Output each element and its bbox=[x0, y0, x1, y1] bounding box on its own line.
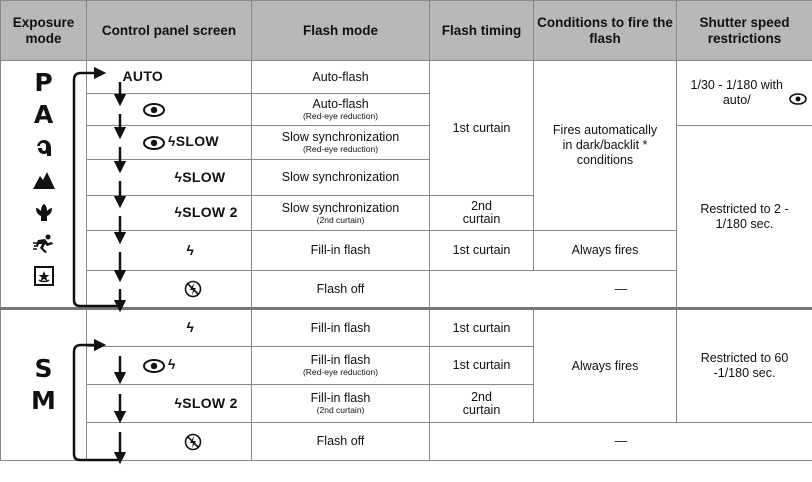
flash-mode-fill: Fill-in flash bbox=[252, 309, 430, 347]
header-shutter-speed: Shutter speed restrictions bbox=[677, 1, 812, 61]
red-eye-icon bbox=[143, 359, 165, 373]
panel-off bbox=[117, 271, 252, 309]
panel-slow-2: ϟSLOW 2 bbox=[117, 196, 252, 231]
off-dash: — bbox=[430, 271, 812, 309]
header-flash-mode: Flash mode bbox=[252, 1, 430, 61]
flash-icon: ϟ bbox=[174, 204, 183, 220]
flash-icon: ϟ bbox=[186, 319, 195, 335]
panel-fill bbox=[117, 309, 252, 347]
landscape-mode-icon bbox=[1, 163, 86, 195]
flash-off-icon bbox=[184, 280, 202, 298]
timing-1st: 1st curtain bbox=[430, 309, 534, 347]
conditions-fill: Always fires bbox=[534, 231, 677, 271]
panel-fill bbox=[117, 231, 252, 271]
flash-icon: ϟ bbox=[186, 241, 195, 258]
timing-1st-curtain: 1st curtain bbox=[430, 61, 534, 196]
flash-mode-auto: Auto-flash bbox=[252, 61, 430, 94]
night-portrait-mode-icon bbox=[1, 259, 86, 291]
flash-off-icon bbox=[184, 433, 202, 451]
timing-2nd-curtain: 2nd curtain bbox=[430, 196, 534, 231]
header-row bbox=[1, 1, 812, 61]
table-row bbox=[1, 271, 812, 309]
panel-slow-2: ϟSLOW 2 bbox=[117, 385, 252, 423]
table-row bbox=[1, 126, 812, 160]
panel-auto: AUTO bbox=[117, 61, 252, 94]
flash-mode-slow: Slow synchronization bbox=[252, 160, 430, 196]
shutter-auto: 1/30 - 1/180 with auto/ bbox=[677, 61, 812, 126]
timing-fill-1st: 1st curtain bbox=[430, 231, 534, 271]
red-eye-icon bbox=[789, 93, 807, 105]
table-row bbox=[1, 423, 812, 461]
portrait-mode-icon bbox=[1, 131, 86, 163]
mode-cell-sm bbox=[1, 309, 87, 461]
shutter-restricted-sm: Restricted to 60 -1/180 sec. bbox=[677, 309, 812, 423]
panel-slow: ϟSLOW bbox=[117, 160, 252, 196]
mode-a-label: A bbox=[33, 100, 54, 129]
flash-icon: ϟ bbox=[167, 133, 176, 150]
red-eye-icon bbox=[143, 103, 165, 117]
header-conditions: Conditions to fire the flash bbox=[534, 1, 677, 61]
conditions-auto: Fires automatically in dark/backlit * conditions bbox=[534, 61, 677, 231]
panel-red-eye-slow: ϟSLOW bbox=[117, 126, 252, 160]
mode-cell-pa bbox=[1, 61, 87, 309]
mode-m-label: M bbox=[31, 386, 56, 415]
table-row bbox=[1, 309, 812, 347]
timing-2nd: 2nd curtain bbox=[430, 385, 534, 423]
header-flash-timing: Flash timing bbox=[430, 1, 534, 61]
panel-red-eye-fill bbox=[117, 347, 252, 385]
red-eye-icon bbox=[143, 136, 165, 150]
mode-p-label: P bbox=[34, 68, 53, 97]
mode-s-label: S bbox=[34, 354, 53, 383]
flash-icon: ϟ bbox=[174, 394, 183, 411]
flash-mode-fill-red-eye: Fill-in flash (Red-eye reduction) bbox=[252, 347, 430, 385]
table-row bbox=[1, 61, 812, 94]
flash-icon: ϟ bbox=[167, 356, 176, 373]
off-dash: — bbox=[430, 423, 812, 461]
flash-mode-slow-red-eye: Slow synchronization (Red-eye reduction) bbox=[252, 126, 430, 160]
shutter-restricted: Restricted to 2 - 1/180 sec. bbox=[677, 126, 812, 309]
timing-1st: 1st curtain bbox=[430, 347, 534, 385]
header-exposure-mode: Exposure mode bbox=[1, 1, 87, 61]
flash-mode-auto-red-eye: Auto-flash (Red-eye reduction) bbox=[252, 94, 430, 126]
panel-off bbox=[117, 423, 252, 461]
flash-icon: ϟ bbox=[174, 168, 183, 185]
flash-mode-off: Flash off bbox=[252, 271, 430, 309]
sports-mode-icon bbox=[1, 227, 86, 259]
panel-red-eye bbox=[117, 94, 252, 126]
macro-mode-icon bbox=[1, 195, 86, 227]
flash-mode-slow-2nd: Slow synchronization (2nd curtain) bbox=[252, 196, 430, 231]
header-control-panel: Control panel screen bbox=[87, 1, 252, 61]
flash-mode-fill: Fill-in flash bbox=[252, 231, 430, 271]
flash-mode-off: Flash off bbox=[252, 423, 430, 461]
flash-mode-fill-2nd: Fill-in flash (2nd curtain) bbox=[252, 385, 430, 423]
conditions-always: Always fires bbox=[534, 309, 677, 423]
